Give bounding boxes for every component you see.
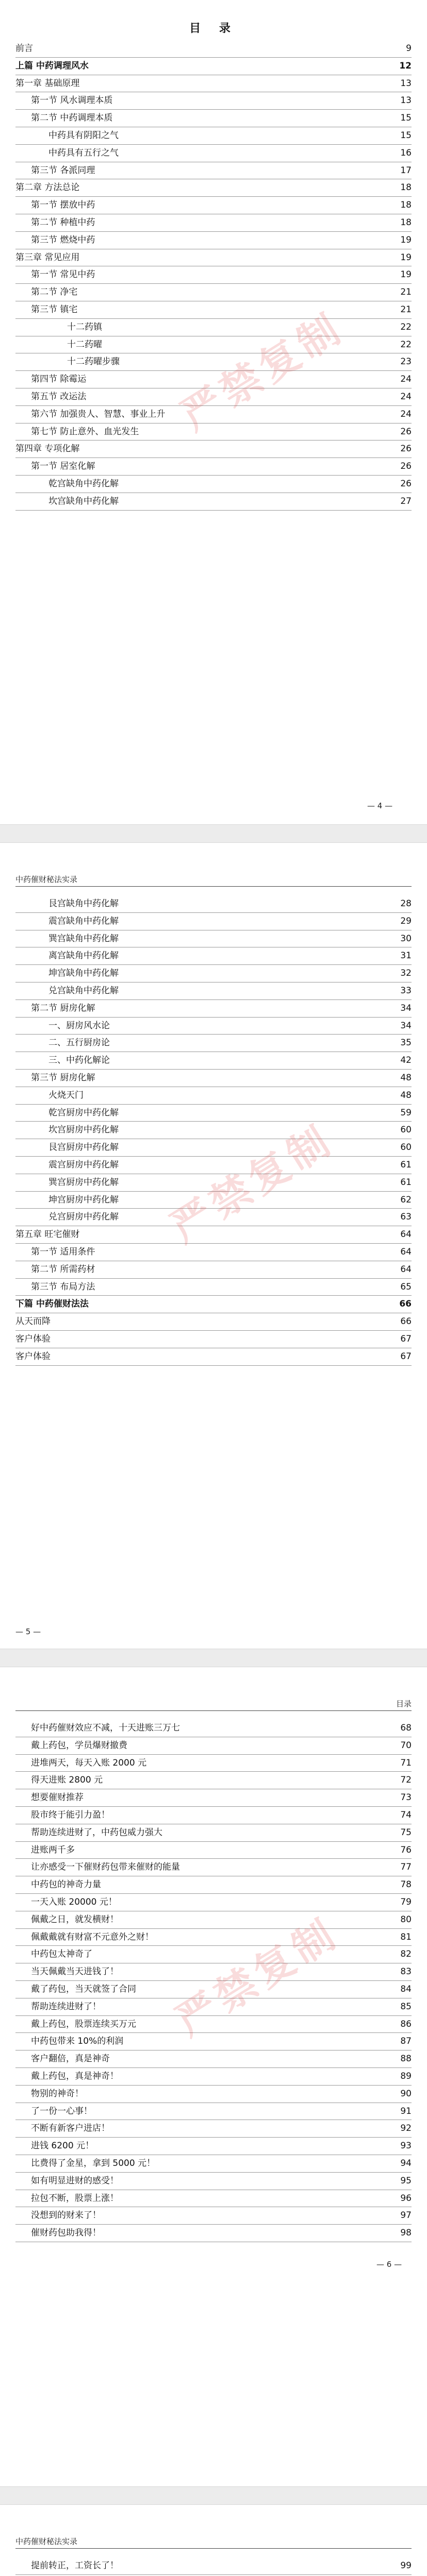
toc-entry-title: 第二节 中药调理本质 xyxy=(31,113,113,124)
toc-entry[interactable] xyxy=(15,249,412,267)
toc-page-3 xyxy=(0,1667,427,2486)
toc-entry[interactable] xyxy=(15,1348,412,1366)
toc-entry-page: 31 xyxy=(400,951,412,961)
toc-entry[interactable] xyxy=(15,2173,412,2190)
toc-entry-title: 第二节 种植中药 xyxy=(31,217,95,228)
toc-entry-title: 坤宫厨房中药化解 xyxy=(48,1194,119,1205)
toc-entry[interactable] xyxy=(15,75,412,93)
toc-entry[interactable] xyxy=(15,1261,412,1279)
toc-entry[interactable] xyxy=(15,1070,412,1087)
toc-entry[interactable] xyxy=(15,2138,412,2155)
toc-entry-page: 97 xyxy=(400,2210,412,2221)
toc-entry[interactable] xyxy=(15,1876,412,1894)
toc-entry[interactable] xyxy=(15,965,412,982)
toc-entry-page: 22 xyxy=(400,321,412,332)
toc-entry[interactable] xyxy=(15,2086,412,2103)
toc-entry-page: 16 xyxy=(400,147,412,158)
toc-entry[interactable] xyxy=(15,371,412,388)
toc-entry-page: 34 xyxy=(400,1003,412,1013)
toc-entry-page: 35 xyxy=(400,1038,412,1048)
toc-entry-title: 帮助连续进财了，中药包威力强大 xyxy=(31,1827,162,1838)
watermark: 严禁复制 xyxy=(168,1909,347,2045)
toc-entry-page: 80 xyxy=(400,1914,412,1925)
toc-entry-title: 戴上药包，股票连续买万元 xyxy=(31,2019,136,2029)
toc-entry-page: 77 xyxy=(400,1862,412,1873)
toc-entry-page: 24 xyxy=(400,391,412,402)
toc-entry[interactable] xyxy=(15,284,412,301)
toc-entry[interactable] xyxy=(15,493,412,511)
toc-entry-title: 第一节 风水调理本质 xyxy=(31,95,113,106)
toc-entry[interactable] xyxy=(15,266,412,284)
toc-entry-page: 65 xyxy=(400,1281,412,1292)
toc-entry-page: 84 xyxy=(400,1984,412,1994)
toc-entry-title: 股市终于能引力盈！ xyxy=(31,1809,110,1820)
toc-entry-page: 86 xyxy=(400,2019,412,2029)
toc-entry-page: 18 xyxy=(400,217,412,228)
toc-entry-title: 三、中药化解论 xyxy=(48,1055,110,1066)
toc-entry[interactable] xyxy=(15,319,412,336)
toc-entry-page: 73 xyxy=(400,1792,412,1803)
toc-entry-page: 59 xyxy=(400,1107,412,1118)
toc-entry-page: 34 xyxy=(400,1020,412,1031)
toc-entry-title: 比费得了金星，拿到 5000 元！ xyxy=(31,2158,156,2168)
toc-entry-title: 震宫厨房中药化解 xyxy=(48,1159,119,1170)
toc-entry-title: 第一节 适用条件 xyxy=(31,1246,95,1257)
toc-entry-title: 进账两千多 xyxy=(31,1844,75,1855)
toc-entry[interactable] xyxy=(15,1807,412,1824)
toc-entry[interactable] xyxy=(15,1139,412,1157)
running-header: 中药催财秘法实录 xyxy=(15,2537,78,2546)
toc-entry-page: 30 xyxy=(400,933,412,944)
toc-entry[interactable] xyxy=(15,458,412,476)
toc-entry[interactable] xyxy=(15,1000,412,1018)
toc-entry-page: 88 xyxy=(400,2054,412,2064)
toc-entry[interactable] xyxy=(15,1894,412,1911)
toc-entry-page: 61 xyxy=(400,1159,412,1170)
toc-entry-page: 42 xyxy=(400,1055,412,1066)
toc-entry-page: 71 xyxy=(400,1757,412,1768)
toc-entry[interactable] xyxy=(15,2033,412,2050)
toc-entry-page: 26 xyxy=(400,461,412,472)
toc-entry-title: 得天进账 2800 元 xyxy=(31,1775,103,1786)
toc-entry-page: 15 xyxy=(400,113,412,124)
toc-entry[interactable] xyxy=(15,1209,412,1226)
toc-entry-page: 72 xyxy=(400,1775,412,1786)
toc-entry[interactable] xyxy=(15,1772,412,1789)
toc-entry-title: 离宫缺角中药化解 xyxy=(48,951,119,961)
toc-entry[interactable] xyxy=(15,1859,412,1876)
toc-rows-1 xyxy=(15,40,412,511)
toc-entry-page: 75 xyxy=(400,1827,412,1838)
header-rule xyxy=(15,1710,412,1711)
toc-entry-title: 十二药镇 xyxy=(67,321,102,332)
toc-entry-page: 78 xyxy=(400,1879,412,1890)
toc-entry-title: 客户体验 xyxy=(15,1351,51,1362)
toc-entry[interactable] xyxy=(15,930,412,948)
toc-entry-title: 坎宫缺角中药化解 xyxy=(48,496,119,506)
toc-entry-title: 客户体验 xyxy=(15,1333,51,1344)
toc-entry-title: 第一节 摆放中药 xyxy=(31,200,95,211)
toc-entry-page: 24 xyxy=(400,374,412,385)
toc-entry[interactable] xyxy=(15,1279,412,1296)
toc-entry-page: 33 xyxy=(400,985,412,996)
toc-entry[interactable] xyxy=(15,1192,412,1209)
toc-entry[interactable] xyxy=(15,388,412,406)
toc-entry-title: 十二药曜 xyxy=(67,339,102,350)
toc-entry-title: 第三节 布局方法 xyxy=(31,1281,95,1292)
toc-entry[interactable] xyxy=(15,1789,412,1807)
toc-entry-page: 48 xyxy=(400,1090,412,1100)
toc-entry[interactable] xyxy=(15,232,412,249)
toc-entry-title: 中药包的神奇力量 xyxy=(31,1879,101,1890)
toc-entry[interactable] xyxy=(15,1998,412,2016)
toc-entry-page: 19 xyxy=(400,269,412,280)
toc-entry-page: 13 xyxy=(400,78,412,89)
toc-entry[interactable] xyxy=(15,2557,412,2575)
page-separator xyxy=(0,1649,427,1667)
toc-entry[interactable] xyxy=(15,2155,412,2173)
toc-entry[interactable] xyxy=(15,1122,412,1139)
running-header: 目录 xyxy=(396,1699,412,1708)
toc-entry-page: 63 xyxy=(400,1212,412,1223)
toc-entry-page: 19 xyxy=(400,234,412,245)
toc-entry-title: 戴了药包，当天就签了合同 xyxy=(31,1984,136,1994)
toc-entry-page: 29 xyxy=(400,916,412,926)
toc-entry-title: 第五节 改运法 xyxy=(31,391,87,402)
toc-entry[interactable] xyxy=(15,1981,412,1998)
toc-entry-page: 74 xyxy=(400,1809,412,1820)
toc-entry-page: 96 xyxy=(400,2193,412,2204)
toc-entry-page: 23 xyxy=(400,357,412,367)
toc-entry-title: 催财药包助我得！ xyxy=(31,2228,101,2239)
toc-entry-title: 巽宫缺角中药化解 xyxy=(48,933,119,944)
toc-entry-title: 进堆两天，每天入账 2000 元 xyxy=(31,1757,147,1768)
toc-entry[interactable] xyxy=(15,197,412,214)
toc-entry-title: 当天佩戴当天进钱了！ xyxy=(31,1967,119,1977)
toc-entry[interactable] xyxy=(15,1087,412,1105)
toc-entry-title: 帮助连续进财了！ xyxy=(31,2001,101,2012)
page-number: — 6 — xyxy=(376,2260,402,2269)
toc-entry[interactable] xyxy=(15,1157,412,1174)
toc-entry-page: 64 xyxy=(400,1264,412,1275)
toc-entry[interactable] xyxy=(15,214,412,232)
toc-entry-page: 18 xyxy=(400,200,412,211)
toc-entry-page: 48 xyxy=(400,1072,412,1083)
toc-entry-page: 90 xyxy=(400,2088,412,2099)
toc-entry-page: 67 xyxy=(400,1333,412,1344)
toc-entry-title: 一天入账 20000 元！ xyxy=(31,1896,117,1907)
toc-entry-title: 第二节 净宅 xyxy=(31,287,78,298)
toc-entry[interactable] xyxy=(15,2207,412,2225)
toc-entry[interactable] xyxy=(15,2068,412,2086)
toc-page-4 xyxy=(0,2505,427,2576)
toc-entry-title: 十二药曜步骤 xyxy=(67,357,120,367)
toc-entry[interactable] xyxy=(15,1755,412,1772)
toc-page-1 xyxy=(0,0,427,824)
toc-entry[interactable] xyxy=(15,1052,412,1070)
toc-entry-page: 81 xyxy=(400,1931,412,1942)
toc-entry[interactable] xyxy=(15,301,412,319)
toc-entry-title: 了一份一心事！ xyxy=(31,2106,92,2116)
toc-entry-title: 巽宫厨房中药化解 xyxy=(48,1177,119,1188)
toc-entry-title: 提前转正，工资长了！ xyxy=(31,2561,119,2571)
toc-entry[interactable] xyxy=(15,2103,412,2121)
toc-entry-title: 中药具有阴阳之气 xyxy=(48,130,119,141)
toc-entry-page: 87 xyxy=(400,2036,412,2047)
toc-entry-page: 13 xyxy=(400,95,412,106)
toc-entry[interactable] xyxy=(15,440,412,458)
toc-entry-title: 前言 xyxy=(15,43,33,54)
toc-entry[interactable] xyxy=(15,1313,412,1331)
header-rule xyxy=(15,2548,412,2549)
toc-entry-title: 第六节 加强贵人、智慧、事业上升 xyxy=(31,409,166,419)
toc-entry-page: 24 xyxy=(400,409,412,419)
toc-entry-title: 上篇 中药调理风水 xyxy=(15,60,89,71)
toc-entry-title: 没想到的财来了！ xyxy=(31,2210,101,2221)
toc-entry[interactable] xyxy=(15,1824,412,1842)
toc-entry[interactable] xyxy=(15,947,412,965)
toc-entry[interactable] xyxy=(15,2120,412,2138)
toc-entry-page: 32 xyxy=(400,968,412,979)
toc-entry[interactable] xyxy=(15,476,412,493)
toc-entry-title: 物别的神奇！ xyxy=(31,2088,84,2099)
toc-entry[interactable] xyxy=(15,336,412,354)
toc-entry-page: 17 xyxy=(400,165,412,176)
toc-entry-page: 66 xyxy=(399,1299,412,1310)
toc-entry-page: 21 xyxy=(400,304,412,315)
toc-entry-title: 第四节 除霉运 xyxy=(31,374,87,385)
toc-entry-page: 19 xyxy=(400,252,412,263)
toc-entry-page: 83 xyxy=(400,1967,412,1977)
toc-entry-page: 93 xyxy=(400,2141,412,2151)
toc-rows-2 xyxy=(15,895,412,1366)
toc-entry-title: 第二节 所需药材 xyxy=(31,1264,95,1275)
toc-entry-title: 第四章 专项化解 xyxy=(15,444,80,454)
toc-entry[interactable] xyxy=(15,982,412,1000)
toc-page-2 xyxy=(0,843,427,1649)
toc-entry-title: 拉包不断，股票上涨！ xyxy=(31,2193,119,2204)
toc-entry[interactable] xyxy=(15,1244,412,1261)
toc-rows-3 xyxy=(15,1720,412,2242)
toc-entry-page: 26 xyxy=(400,426,412,437)
toc-entry-title: 进钱 6200 元！ xyxy=(31,2141,94,2151)
toc-entry-title: 第三节 燃烧中药 xyxy=(31,234,95,245)
toc-entry-title: 第一节 居室化解 xyxy=(31,461,95,472)
page-number: — 4 — xyxy=(367,801,393,810)
toc-entry-page: 82 xyxy=(400,1949,412,1960)
toc-entry[interactable] xyxy=(15,1296,412,1313)
toc-entry-title: 艮宫缺角中药化解 xyxy=(48,899,119,909)
toc-entry[interactable] xyxy=(15,110,412,127)
toc-entry-title: 不断有新客户进店！ xyxy=(31,2123,110,2134)
toc-entry[interactable] xyxy=(15,40,412,58)
toc-entry-page: 89 xyxy=(400,2071,412,2081)
toc-entry-title: 佩戴戴就有财富不元意外之财！ xyxy=(31,1931,154,1942)
toc-entry-title: 中药具有五行之气 xyxy=(48,147,119,158)
toc-entry-title: 客户翻倍，真是神奇 xyxy=(31,2054,110,2064)
watermark: 严禁复制 xyxy=(163,1115,342,1252)
toc-entry-page: 92 xyxy=(400,2123,412,2134)
toc-entry-title: 第三节 各派同理 xyxy=(31,165,95,176)
toc-entry-title: 第二章 方法总论 xyxy=(15,182,80,193)
toc-entry[interactable] xyxy=(15,127,412,145)
toc-entry[interactable] xyxy=(15,1911,412,1929)
toc-entry-title: 如有明显进财的感受！ xyxy=(31,2175,119,2186)
toc-entry[interactable] xyxy=(15,1035,412,1052)
toc-entry-title: 乾宫缺角中药化解 xyxy=(48,478,119,489)
toc-entry-page: 85 xyxy=(400,2001,412,2012)
toc-entry[interactable] xyxy=(15,1946,412,1963)
toc-entry[interactable] xyxy=(15,1226,412,1244)
toc-entry-page: 95 xyxy=(400,2175,412,2186)
toc-entry-title: 第三章 常见应用 xyxy=(15,252,80,263)
page-separator xyxy=(0,2486,427,2505)
toc-entry-title: 艮宫厨房中药化解 xyxy=(48,1142,119,1153)
toc-entry-page: 28 xyxy=(400,899,412,909)
toc-entry[interactable] xyxy=(15,58,412,75)
toc-entry-title: 第五章 旺宅催财 xyxy=(15,1229,80,1240)
toc-entry-title: 戴上药包，真是神奇！ xyxy=(31,2071,119,2081)
toc-entry-title: 震宫缺角中药化解 xyxy=(48,916,119,926)
toc-entry[interactable] xyxy=(15,1963,412,1981)
toc-entry-title: 佩戴之日，就发横财！ xyxy=(31,1914,119,1925)
toc-entry[interactable] xyxy=(15,913,412,930)
toc-entry-page: 99 xyxy=(400,2561,412,2571)
toc-entry-title: 从天而降 xyxy=(15,1316,51,1327)
toc-entry-title: 坎宫厨房中药化解 xyxy=(48,1125,119,1136)
toc-entry-page: 94 xyxy=(400,2158,412,2168)
page-number: — 5 — xyxy=(15,1627,41,1636)
toc-entry[interactable] xyxy=(15,895,412,913)
toc-entry-page: 62 xyxy=(400,1194,412,1205)
toc-entry-page: 27 xyxy=(400,496,412,506)
toc-rows-4 xyxy=(15,2557,412,2576)
toc-entry[interactable] xyxy=(15,1842,412,1859)
toc-entry-title: 下篇 中药催财法法 xyxy=(15,1299,89,1310)
toc-entry-page: 26 xyxy=(400,444,412,454)
toc-entry[interactable] xyxy=(15,2016,412,2033)
watermark: 严禁复制 xyxy=(173,303,352,440)
toc-entry-title: 第七节 防止意外、血光发生 xyxy=(31,426,139,437)
toc-entry-title: 乾宫厨房中药化解 xyxy=(48,1107,119,1118)
toc-entry-page: 60 xyxy=(400,1142,412,1153)
toc-entry-page: 60 xyxy=(400,1125,412,1136)
toc-entry-title: 中药包带来 10%的利润 xyxy=(31,2036,124,2047)
toc-entry[interactable] xyxy=(15,2190,412,2208)
toc-entry-title: 让亦感受一下催财药包带来催财的能量 xyxy=(31,1862,180,1873)
toc-entry[interactable] xyxy=(15,1105,412,1122)
toc-entry[interactable] xyxy=(15,1018,412,1035)
toc-entry-title: 好中药催财效应不减，十天进账三万七 xyxy=(31,1723,180,1733)
toc-entry-title: 一、厨房风水论 xyxy=(48,1020,110,1031)
toc-entry-title: 火烧天门 xyxy=(48,1090,84,1100)
toc-entry[interactable] xyxy=(15,2050,412,2068)
toc-entry-page: 21 xyxy=(400,287,412,298)
toc-entry[interactable] xyxy=(15,162,412,180)
toc-entry-page: 9 xyxy=(406,43,412,54)
header-rule xyxy=(15,886,412,887)
toc-entry-page: 26 xyxy=(400,478,412,489)
toc-entry[interactable] xyxy=(15,92,412,110)
toc-entry-page: 67 xyxy=(400,1351,412,1362)
toc-entry-title: 第三节 镇宅 xyxy=(31,304,78,315)
toc-entry-page: 76 xyxy=(400,1844,412,1855)
toc-entry-title: 中药包太神奇了 xyxy=(31,1949,92,1960)
toc-entry-page: 79 xyxy=(400,1896,412,1907)
toc-entry[interactable] xyxy=(15,1174,412,1192)
toc-entry[interactable] xyxy=(15,1331,412,1348)
toc-entry-title: 戴上药包，学员爆财撤费 xyxy=(31,1740,127,1751)
toc-entry[interactable] xyxy=(15,1720,412,1737)
toc-entry-title: 兑宫缺角中药化解 xyxy=(48,985,119,996)
toc-entry-page: 12 xyxy=(399,60,412,71)
toc-entry-page: 15 xyxy=(400,130,412,141)
toc-entry[interactable] xyxy=(15,179,412,197)
toc-entry-page: 22 xyxy=(400,339,412,350)
toc-entry-page: 66 xyxy=(400,1316,412,1327)
toc-entry-page: 64 xyxy=(400,1246,412,1257)
toc-entry-title: 第一节 常见中药 xyxy=(31,269,95,280)
toc-entry-page: 98 xyxy=(400,2228,412,2239)
toc-entry[interactable] xyxy=(15,1737,412,1755)
toc-entry[interactable] xyxy=(15,145,412,162)
toc-entry-page: 70 xyxy=(400,1740,412,1751)
toc-entry[interactable] xyxy=(15,423,412,441)
toc-title: 目 录 xyxy=(189,22,238,35)
toc-entry[interactable] xyxy=(15,353,412,371)
toc-entry-title: 第一章 基础原理 xyxy=(15,78,80,89)
toc-entry-title: 坤宫缺角中药化解 xyxy=(48,968,119,979)
page-separator xyxy=(0,824,427,843)
toc-entry-page: 68 xyxy=(400,1723,412,1733)
toc-entry-page: 64 xyxy=(400,1229,412,1240)
toc-entry-page: 61 xyxy=(400,1177,412,1188)
toc-entry[interactable] xyxy=(15,1929,412,1946)
toc-entry-title: 想要催财推荐 xyxy=(31,1792,84,1803)
toc-entry-title: 二、五行厨房论 xyxy=(48,1038,110,1048)
toc-entry-title: 第三节 厨房化解 xyxy=(31,1072,95,1083)
toc-entry-page: 91 xyxy=(400,2106,412,2116)
toc-entry-page: 18 xyxy=(400,182,412,193)
toc-entry[interactable] xyxy=(15,2225,412,2242)
running-header: 中药催财秘法实录 xyxy=(15,875,78,884)
toc-entry-title: 兑宫厨房中药化解 xyxy=(48,1212,119,1223)
toc-entry-title: 第二节 厨房化解 xyxy=(31,1003,95,1013)
toc-entry[interactable] xyxy=(15,406,412,423)
